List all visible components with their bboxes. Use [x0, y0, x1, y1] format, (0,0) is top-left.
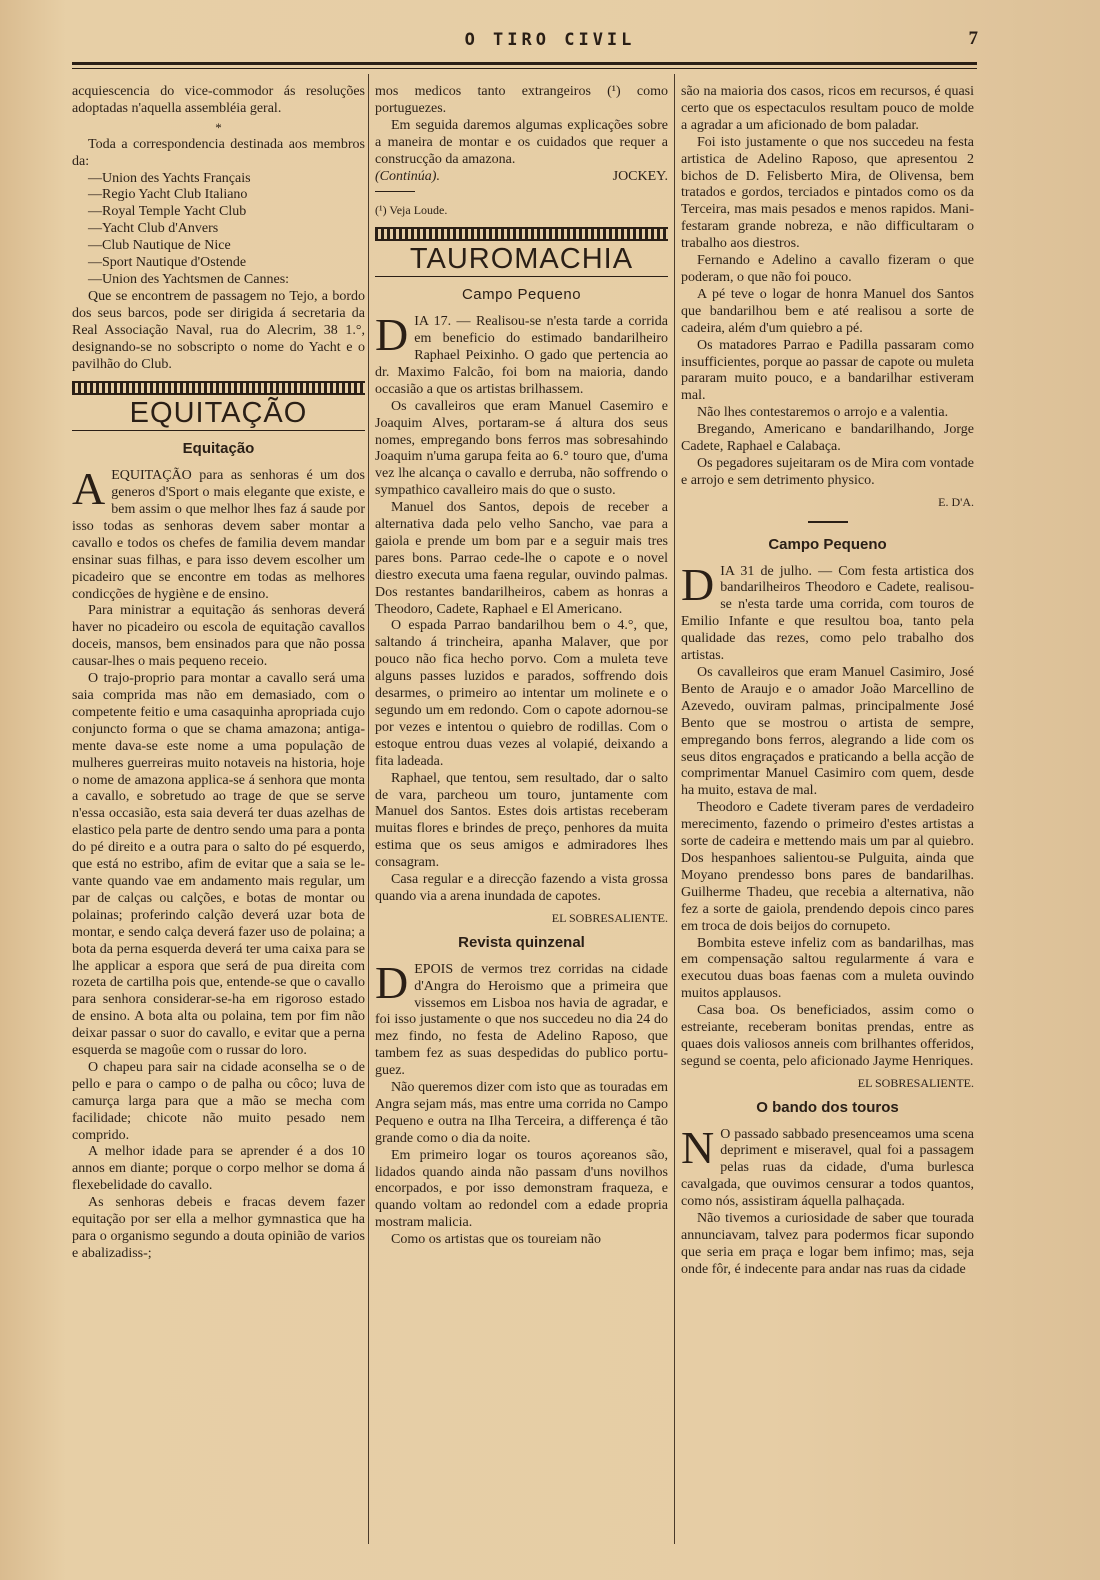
header-rule	[72, 62, 977, 65]
article-heading: O bando dos touros	[756, 1098, 899, 1116]
club-item: —Union des Yachtsmen de Cannes:	[88, 271, 290, 287]
drop-cap: D	[375, 309, 409, 361]
separator-star: *	[215, 119, 222, 135]
running-title: O TIRO CIVIL	[464, 30, 636, 50]
drop-cap: A	[72, 463, 106, 515]
section-rule	[808, 521, 848, 523]
club-item: —Royal Temple Yacht Club	[88, 204, 247, 220]
paragraph: Casa regular e a direcção fazendo a vista grossa quando via a arena inundada de capotes.	[375, 872, 668, 904]
paragraph: Bombita esteve infeliz com as bandarilhas, mas em compensação saltou regularmente á vara e executou duas boas faenas com a muleta ouvindo muitos applausos.	[681, 935, 974, 1002]
paragraph: DEPOIS de vermos trez corridas na cidade d'Angra do Heroismo que a primeira que vissemos em Lisboa nos havia de agradar, e foi isso justamente o que nos succedeu no dia 24 do mez findo, no festa de Adelino Raposo, que tambem fez as suas despedidas do publico portuguez.	[375, 956, 668, 1079]
paragraph: Foi isto justamente o que nos succedeu na festa artistica de Adelino Raposo, que apresentou 2 bichos de D. Felisberto Mira, de Olivensa, bem tratados e gordos, terciados e pintados como os da Terceira, mas mais pesados e menos rapidos. Manifestaram grande nobreza, e não difficultaram o trabalho aos diestros.	[681, 134, 974, 252]
section-title: EQUITAÇÃO	[129, 397, 308, 430]
column-2	[375, 84, 668, 1249]
page-number: 7	[968, 28, 978, 49]
drop-cap: D	[681, 558, 715, 610]
paragraph: Que se encontrem de passagem no Tejo, a bordo dos seus barcos, pode ser dirigida á secretaria da Real Associação Naval, rua do Alecrim, 38 1.°, designando-se no sobscripto o nome do Yacht e o pavilhão do Club.	[72, 288, 365, 372]
paragraph: Em seguida daremos algumas explicações sobre a maneira de montar e os cuidados que requer a construcção da amazona.	[375, 117, 668, 167]
paragraph: O espada Parrao bandarilhou bem o 4.°, que, saltando á trincheira, apanha Malaver, que por pouco não fica hecho porvo. Com a muleta teve alguns passes luzidos e parados, soffrendo dois desarmes, o primeiro ao intentar um molinete e o segundo um em redondo. Com o capote adornou-se por vezes e intentou o quiebro de rodillas. Com o estoque entrou duas vezes al volapié, deixando a fita ladeada.	[375, 618, 668, 769]
footnote: (¹) Veja Loude.	[375, 203, 448, 218]
paragraph: Não tivemos a curiosidade de saber que tourada annunciavam, talvez para podermos ficar supondo que seria em praça e logar bem infimo; mas, seja onde fôr, é indecente para andar nas ruas da cidade	[681, 1211, 974, 1277]
drop-cap: N	[681, 1121, 715, 1173]
header-rule-thin	[72, 68, 977, 69]
paragraph: Como os artistas que os toureiam não	[391, 1232, 601, 1248]
club-item: —Yacht Club d'Anvers	[88, 221, 219, 237]
paragraph: Fernando e Adelino a cavallo fizeram o que poderam, o que não foi pouco.	[681, 253, 974, 285]
paragraph: Os cavalleiros que eram Manuel Casemiro e Joaquim Alves, portaram-se á altura dos seus nomes, empregando bons ferros mas sobresahindo Joaquim n'uma garupa feita ao 6.° touro que, d'uma vez lhe alcança o cavallo e derruba, não soffrendo o sympathico cavalleiro mais do que o susto.	[375, 398, 668, 499]
paragraph: N O passado sabbado presenceamos uma scena depriment e miseravel, qual foi a passagem pelas ruas da cidade, d'uma burlesca cavalgada, que ouvimos censurar a todos quantos, como nós, assistiram áquella palhaçada.	[681, 1121, 974, 1210]
author-signature: JOCKEY.	[612, 168, 668, 184]
paragraph: A melhor idade para se aprender é a dos 10 annos em diante; porque o corpo melhor se doma á flexebelidade do cavallo.	[72, 1144, 365, 1194]
paragraph: Bregando, Americano e bandarilhando, Jorge Cadete, Raphael e Calabaça.	[681, 422, 974, 455]
paragraph: Casa boa. Os beneficiados, assim como o estreiante, receberam bonitas prendas, entre as quaes dois valiosos anneis com brilhantes offeridos, segund se coenta, pelo aficionado Jayme Henriques.	[681, 1003, 974, 1069]
club-item: —Union des Yachts Français	[88, 170, 251, 186]
author-signature: E. D'A.	[938, 494, 974, 509]
club-item: —Sport Nautique d'Ostende	[88, 255, 247, 271]
paragraph: Não lhes contestaremos o arrojo e a valentia.	[697, 405, 949, 421]
paragraph: Não queremos dizer com isto que as touradas em Angra sejam más, mas entre uma corrida no Campo Pequeno e outra na Ilha Terceira, a differença é tão grande como o dia da noite.	[375, 1080, 668, 1146]
continuation-line	[375, 169, 668, 186]
ornament-divider	[72, 381, 365, 395]
paragraph: Theodoro e Cadete tiveram pares de verdadeiro merecimento, fazendo o primeiro d'estes artistas a sorte de cadeira e mettendo mais um par al quiebro. Dos hespanhoes salientou-se Pulguita, ainda que Moyano prendesso bons pares de bandarilhas. Guilherme Thadeu, que recebia a alternativa, não fez a sorte de gaiola, prendendo depois cinco pares em troca de dois beijos do cornupeto.	[681, 800, 974, 934]
ornament-divider	[375, 227, 668, 241]
paragraph: A pé teve o logar de honra Manuel dos Santos que bandarilhou bem e até realisou a sorte de cadeira, além d'um quiebro a pé.	[681, 286, 974, 336]
paragraph: mos medicos tanto extrangeiros (¹) como portuguezes.	[375, 84, 668, 116]
paragraph: Em primeiro logar os touros açoreanos são, lidados quando ainda não passam d'uns novilhos encorpados, e por isso demonstram fraqueza, e quando voltam ao redondel com a edade propria mostram malicia.	[375, 1147, 668, 1231]
paragraph: acquiescencia do vice-commodor ás resoluções adoptadas n'aquella assembléia geral.	[72, 84, 365, 116]
section-rule	[72, 430, 365, 431]
column-divider	[674, 74, 675, 1544]
paragraph: Raphael, que tentou, sem resultado, dar o salto de vara, parcheou um touro, juntamente com Manuel dos Santos. Estes dois artistas receberam muitas flores e brindes de preço, penhores da muita estima que os seus amigos e admiradores lhes consagram.	[375, 770, 668, 871]
paragraph: Os pegadores sujeitaram os de Mira com vontade e arrojo e sem detrimento physico.	[681, 455, 974, 488]
paragraph: Toda a correspondencia destinada aos membros da:	[72, 136, 365, 169]
article-heading: Campo Pequeno	[461, 286, 582, 304]
paragraph: O trajo-proprio para montar a cavallo será uma saia comprida mas não em demasiado, com o competente feitio e uma casaquinha apropriada cujo conjuncto forma o que se chama amazona; antigamente dava-se este nome a uma população de mulheres guerreiras muito notaveis na historia, hoje o nome de amazona applica-se á senhora que monta a cavallo, e sobretudo ao trage de que se serve n'essa occasião, esta saia deverá ter duas azelhas de elastico pela parte de dentro sendo uma para a ponta do pé direito e a outra para o salto do pé esquerdo, que está no estribo, afim de evitar que a saia se levante quando vae em andamento mais regular, um par de calças ou calções, e botas de montar ou polainas; proferindo calção deverá uzar bota de montar, e sendo calça deverá fazer uso de polaina; a bota da perna esquerda deverá ter uma caixa para se lhe applicar a espora que será de pua direita com rozeta de cartilha pois que, entende-se que o cavallo para senhora considerar-se-ha em rigoroso estado de ensino. A bota alta ou polaina, tem por fim não deixar passar o suor do cavallo, e evitar que a perna esquerda se magoûe com o russar do loro.	[72, 671, 365, 1059]
paragraph: O chapeu para sair na cidade aconselha se o de pello e para o campo o de palha ou côco; luva de camurça larga para que a mão se mecha com facilidade; chicote não muito pesado nem comprido.	[72, 1059, 365, 1143]
article-heading: Equitação	[182, 440, 255, 458]
paragraph: Manuel dos Santos, depois de receber a alternativa dada pelo velho Sancho, vae para a gaiola e prende um bom par e a seguir mais tres pares bons. Parrao cede-lhe o capote e o novel diestro executa uma faena regular, ouvindo palmas. Dos restantes bandarilheiros, cabem as honras a Theodoro, Cadete, Raphael e El Americano.	[375, 500, 668, 617]
continua-note: (Continúa).	[375, 168, 440, 184]
author-signature: EL SOBRESALIENTE.	[857, 1075, 974, 1090]
paragraph: Para ministrar a equitação ás senhoras deverá haver no picadeiro ou escola de equitação cavallos doceis, mansos, bem ensinados para que não possa causar-lhes o mais pequeno receio.	[72, 603, 365, 670]
paragraph: DIA 17. — Realisou-se n'esta tarde a corrida em beneficio do estimado bandarilheiro Raphael Peixinho. O gado que pertencia ao dr. Maximo Falcão, foi bom na maioria, dando occasião a que os artistas brilhassem.	[375, 309, 668, 397]
author-signature: EL SOBRESALIENTE.	[551, 910, 668, 925]
article-heading: Revista quinzenal	[458, 933, 585, 951]
column-3	[681, 84, 974, 1279]
section-title: TAUROMACHIA	[409, 243, 634, 276]
article-heading: Campo Pequeno	[768, 535, 887, 553]
paragraph: Os cavalleiros que eram Manuel Casimiro, José Bento de Araujo e o amador João Marcellino de Azevedo, ouviram palmas, principalmente José Bento que se mostrou o artista de sempre, empregando bons ferros, alegrando a lide com os seus ditos engraçados e praticando a bella acção de comprimentar Manuel Casimiro com quem, desde ha muito, estava de mal.	[681, 665, 974, 799]
column-1	[72, 84, 365, 1263]
club-item: —Club Nautique de Nice	[88, 238, 231, 254]
paragraph: DIA 31 de julho. — Com festa artistica dos bandarilheiros Theodoro e Cadete, realisou-se n'esta tarde uma corrida, com touros de Emilio Infante e que resultou boa, tanto pela qualidade das rezes, como pelo trabalho dos artistas.	[681, 558, 974, 664]
section-rule	[375, 276, 668, 277]
paragraph: são na maioria dos casos, ricos em recursos, é quasi certo que os espectaculos resultam pouco de molde a agradar a um aficionado de bom paladar.	[681, 84, 974, 133]
column-divider	[368, 74, 369, 1544]
paragraph: Os matadores Parrao e Padilla passaram como insufficientes, porque ao passar de capote ou muleta pararam muito pouco, e a bandarilhar estiveram mal.	[681, 337, 974, 404]
short-rule	[375, 191, 415, 192]
paragraph: AEQUITAÇÃO para as senhoras é um dos generos d'Sport o mais elegante que existe, e bem assim o que melhor lhes faz á saude por isso todas as senhoras devem saber montar a cavallo e todos os chefes de familia devem mandar ensinar suas filhas, e para isso devem escolher um picadeiro que se encontre em todas as melhores condicções de hygiène e de ensino.	[72, 463, 365, 602]
paragraph: As senhoras debeis e fracas devem fazer equitação por ser ella a melhor gymnastica que ha para o organismo segundo a douta opinião de varios e abalizadiss-;	[72, 1195, 365, 1261]
club-item: —Regio Yacht Club Italiano	[88, 187, 248, 203]
drop-cap: D	[375, 956, 409, 1008]
